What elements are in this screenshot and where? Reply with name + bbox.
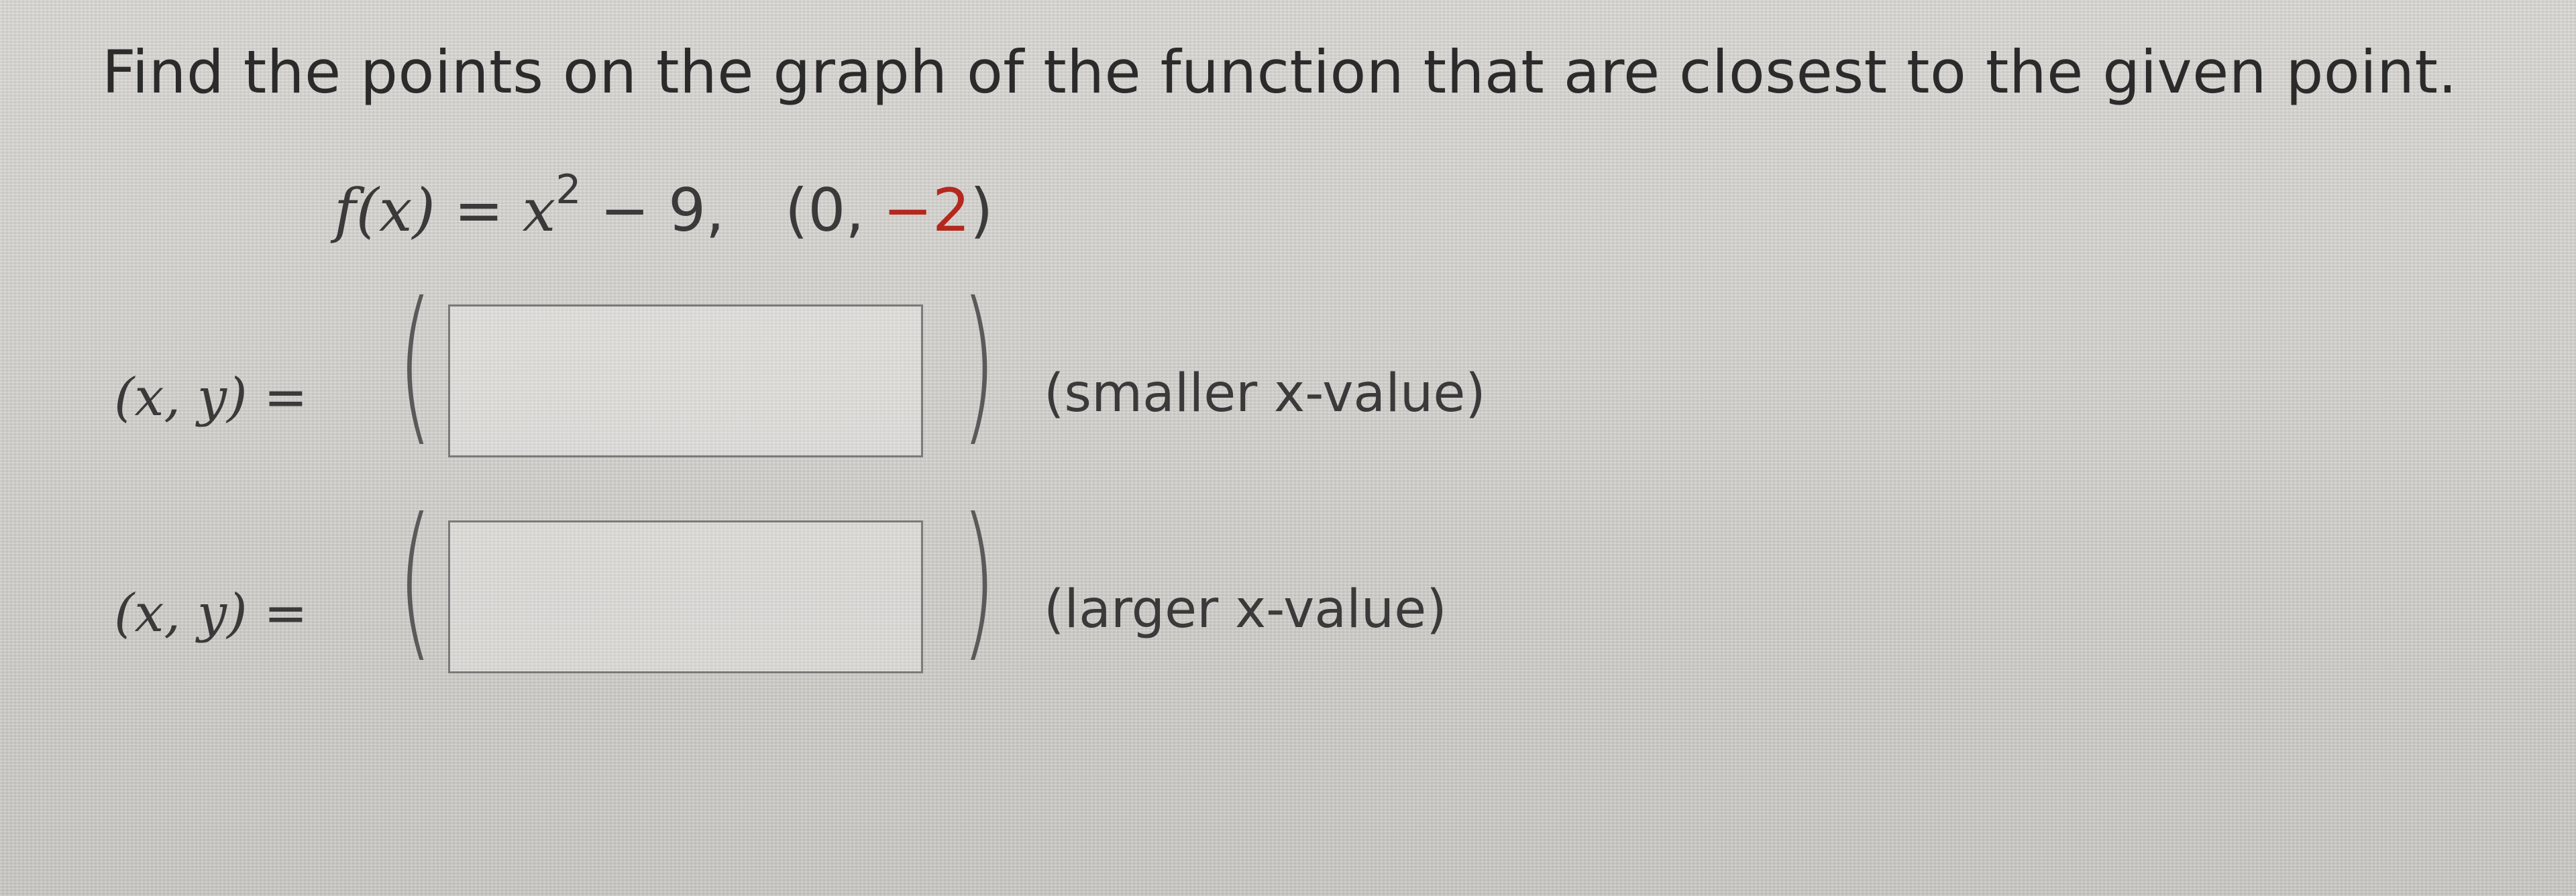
point-open: (0, <box>785 176 883 245</box>
function-name: f(x) <box>334 176 435 245</box>
answer-label-vars: (x, y) <box>114 583 248 644</box>
point-y-value: −2 <box>883 176 971 245</box>
equation-constant: − 9, <box>581 176 725 245</box>
answer-label <box>114 368 308 428</box>
open-paren: ( <box>396 266 433 461</box>
equals-sign: = <box>435 176 523 245</box>
given-point <box>785 176 993 245</box>
function-equation <box>334 166 994 245</box>
answer-label <box>114 583 308 644</box>
question-text: Find the points on the graph of the function that are closest to the given point. <box>102 38 2457 107</box>
open-paren: ( <box>396 482 433 677</box>
answer-input-smaller[interactable] <box>448 304 923 457</box>
close-paren: ) <box>960 482 997 677</box>
close-paren: ) <box>960 266 997 461</box>
variable-x: x <box>522 176 556 245</box>
exponent: 2 <box>555 166 582 213</box>
answer-input-larger[interactable] <box>448 520 923 673</box>
answer-label-equals: = <box>247 583 308 644</box>
answer-label-vars: (x, y) <box>114 368 248 428</box>
answer-hint-smaller: (smaller x-value) <box>1044 363 1486 424</box>
point-close: ) <box>970 176 994 245</box>
answer-hint-larger: (larger x-value) <box>1044 579 1447 640</box>
answer-label-equals: = <box>247 368 308 428</box>
